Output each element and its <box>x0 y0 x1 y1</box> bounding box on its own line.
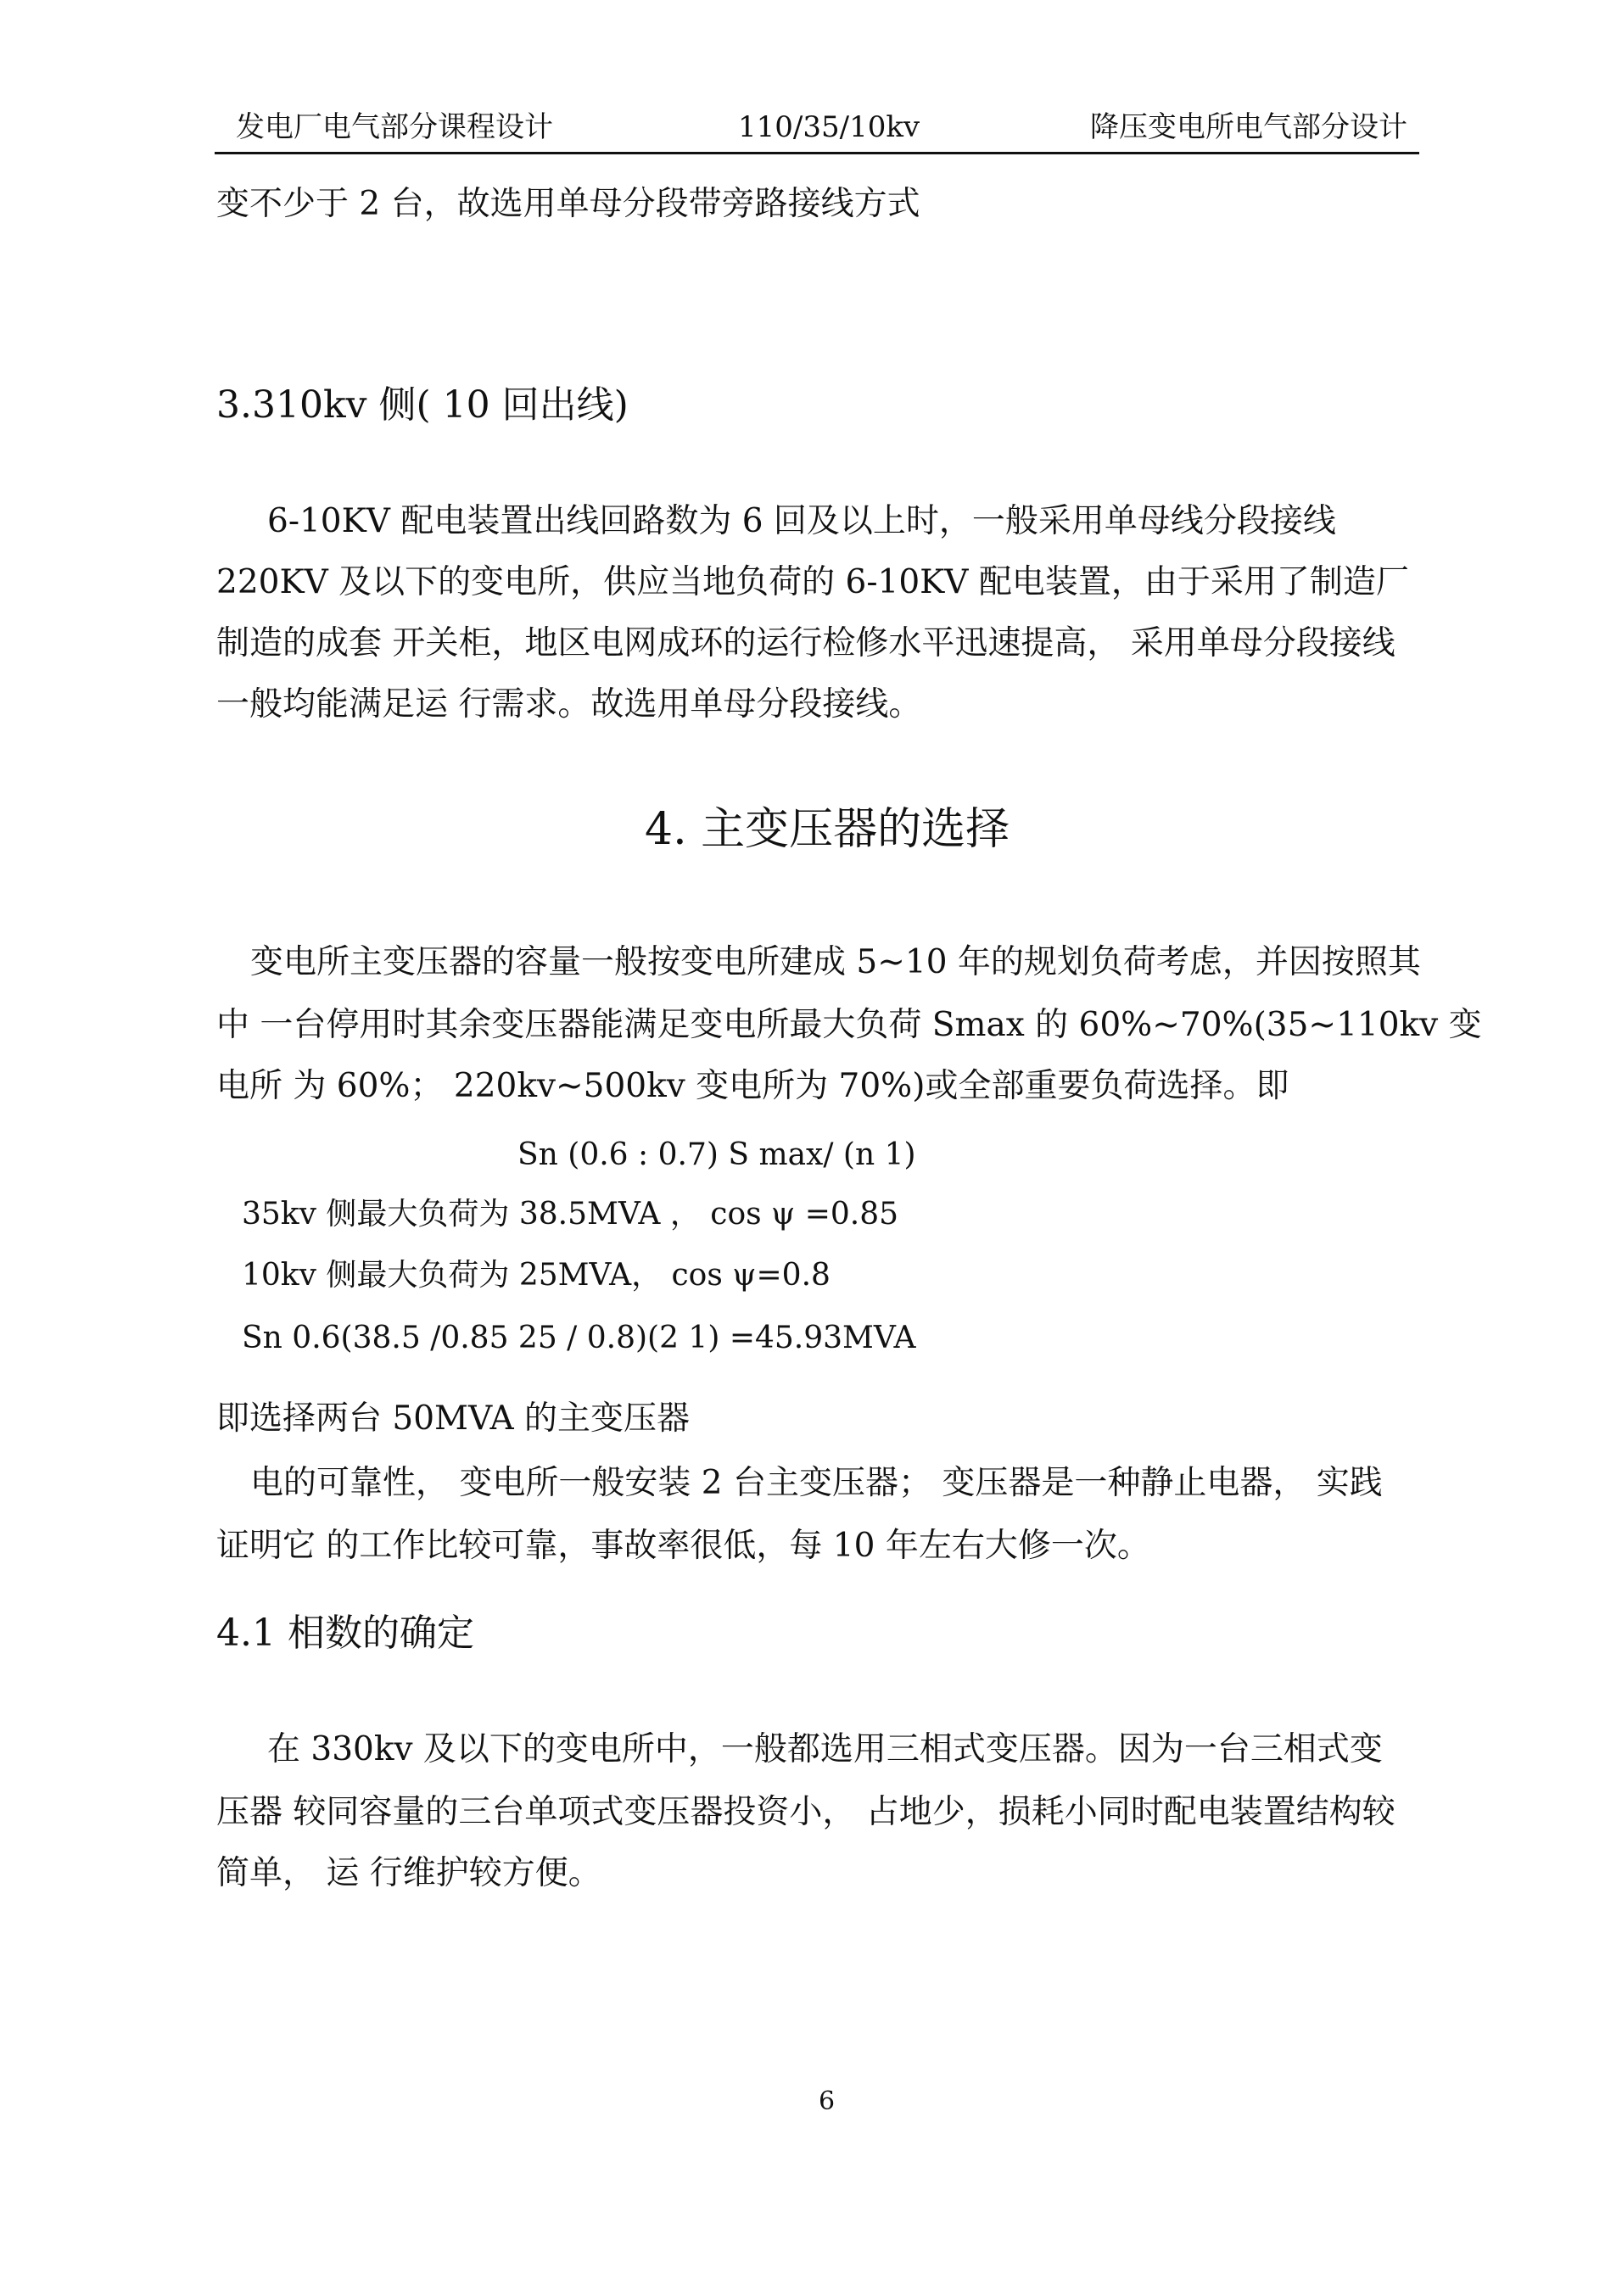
section-3-3-line: 一般均能满足运 行需求。故选用单母分段接线。 <box>216 685 922 723</box>
page-number: 6 <box>819 2087 836 2116</box>
section-4-1-heading: 4.1 相数的确定 <box>216 1612 474 1655</box>
formula-line: 10kv 侧最大负荷为 25MVA， cos ψ=0.8 <box>242 1258 831 1293</box>
formula-line: Sn (0.6 : 0.7) S max/ (n 1) <box>517 1137 916 1172</box>
header-right-title: 降压变电所电气部分设计 <box>1090 110 1407 144</box>
section-4-line: 变电所主变压器的容量一般按变电所建成 5~10 年的规划负荷考虑，并因按照其 <box>250 943 1421 981</box>
continuation-line: 变不少于 2 台，故选用单母分段带旁路接线方式 <box>216 185 920 223</box>
section-4-heading: 4. 主变压器的选择 <box>645 804 1010 855</box>
section-4-line: 电所 为 60%； 220kv~500kv 变电所为 70%)或全部重要负荷选择。即 <box>216 1067 1289 1105</box>
section-3-3-line: 220KV 及以下的变电所，供应当地负荷的 6-10KV 配电装置，由于采用了制造厂 <box>216 563 1409 601</box>
formula-line: Sn 0.6(38.5 /0.85 25 / 0.8)(2 1) =45.93MVA <box>242 1321 916 1355</box>
formula-line: 35kv 侧最大负荷为 38.5MVA ， cos ψ =0.85 <box>242 1197 899 1232</box>
section-4-1-line: 压器 较同容量的三台单项式变压器投资小， 占地少，损耗小同时配电装置结构较 <box>216 1793 1395 1831</box>
section-4-line: 中 一台停用时其余变压器能满足变电所最大负荷 Smax 的 60%~70%(35~110kv 变 <box>216 1006 1482 1044</box>
reliability-line: 电的可靠性， 变电所一般安装 2 台主变压器； 变压器是一种静止电器， 实践 <box>250 1464 1383 1502</box>
section-4-1-line: 在 330kv 及以下的变电所中，一般都选用三相式变压器。因为一台三相式变 <box>267 1730 1383 1768</box>
header-center-title: 110/35/10kv <box>738 110 920 144</box>
header-rule <box>215 152 1419 154</box>
section-4-1-line: 简单， 运 行维护较方便。 <box>216 1854 601 1892</box>
section-3-3-line: 6-10KV 配电装置出线回路数为 6 回及以上时，一般采用单母线分段接线 <box>267 502 1336 540</box>
section-3-3-line: 制造的成套 开关柜，地区电网成环的运行检修水平迅速提高， 采用单母分段接线 <box>216 624 1395 662</box>
conclusion-line: 即选择两台 50MVA 的主变压器 <box>216 1399 691 1438</box>
header-left-title: 发电厂电气部分课程设计 <box>236 110 553 144</box>
reliability-line: 证明它 的工作比较可靠，事故率很低，每 10 年左右大修一次。 <box>216 1527 1150 1565</box>
section-3-3-heading: 3.310kv 侧( 10 回出线) <box>216 383 629 427</box>
